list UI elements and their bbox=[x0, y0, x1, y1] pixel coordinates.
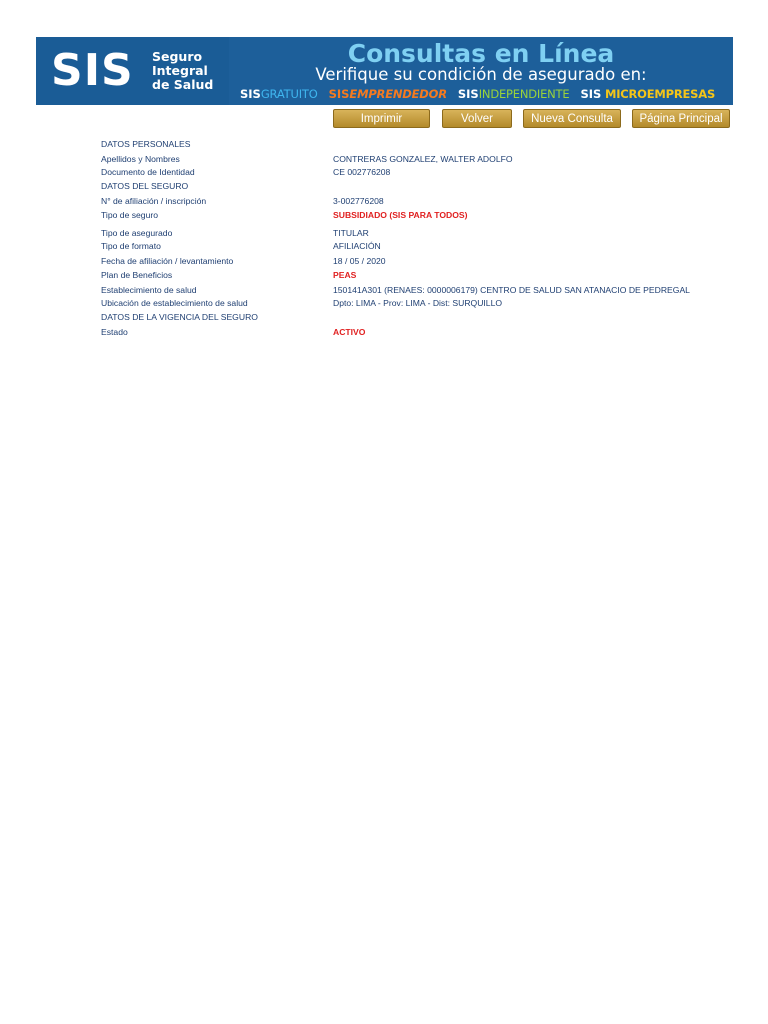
section-heading: DATOS DEL SEGURO bbox=[101, 181, 189, 191]
field-label: Documento de Identidad bbox=[101, 167, 195, 177]
logo-words bbox=[152, 50, 213, 92]
section-heading: DATOS DE LA VIGENCIA DEL SEGURO bbox=[101, 312, 258, 322]
new-query-button[interactable]: Nueva Consulta bbox=[523, 109, 621, 128]
back-button[interactable]: Volver bbox=[442, 109, 512, 128]
program-prefix: SIS bbox=[328, 87, 350, 101]
program-name: EMPRENDEDOR bbox=[349, 87, 447, 101]
row-facility-location bbox=[0, 297, 768, 309]
section-validity-data bbox=[0, 311, 768, 323]
program-emprendedor bbox=[329, 86, 447, 102]
section-personal-data bbox=[0, 138, 768, 150]
logo-text: SIS bbox=[51, 45, 134, 96]
banner-title: Consultas en Línea bbox=[347, 39, 615, 68]
field-label: Fecha de afiliación / levantamiento bbox=[101, 256, 234, 266]
program-independiente bbox=[458, 86, 570, 102]
field-value: Dpto: LIMA - Prov: LIMA - Dist: SURQUILLO bbox=[333, 298, 503, 308]
program-gratuito bbox=[240, 86, 318, 102]
field-value: 18 / 05 / 2020 bbox=[333, 256, 386, 266]
field-value: CE 002776208 bbox=[333, 167, 391, 177]
field-label: Tipo de formato bbox=[101, 241, 161, 251]
print-button[interactable]: Imprimir bbox=[333, 109, 430, 128]
field-value: AFILIACIÓN bbox=[333, 241, 381, 251]
field-label: Apellidos y Nombres bbox=[101, 154, 180, 164]
program-name: INDEPENDIENTE bbox=[478, 87, 570, 101]
row-insured-type bbox=[0, 227, 768, 239]
field-value: SUBSIDIADO (SIS PARA TODOS) bbox=[333, 210, 468, 220]
row-status bbox=[0, 326, 768, 338]
header-banner bbox=[36, 37, 733, 105]
program-name: GRATUITO bbox=[260, 87, 318, 101]
program-prefix: SIS bbox=[580, 87, 602, 101]
field-label: Tipo de seguro bbox=[101, 210, 159, 220]
section-heading: DATOS PERSONALES bbox=[101, 139, 191, 149]
program-prefix: SIS bbox=[457, 87, 479, 101]
banner-subtitle: Verifique su condición de asegurado en: bbox=[315, 65, 647, 84]
row-format-type bbox=[0, 240, 768, 252]
status-value: ACTIVO bbox=[333, 327, 366, 337]
field-value: PEAS bbox=[333, 270, 357, 280]
program-prefix: SIS bbox=[240, 87, 261, 101]
field-label: N° de afiliación / inscripción bbox=[101, 196, 207, 206]
field-value: CONTRERAS GONZALEZ, WALTER ADOLFO bbox=[333, 154, 513, 164]
row-full-name bbox=[0, 153, 768, 165]
logo-word: de Salud bbox=[152, 77, 214, 92]
field-label: Establecimiento de salud bbox=[101, 285, 197, 295]
home-page-button[interactable]: Página Principal bbox=[632, 109, 730, 128]
row-affiliation-date bbox=[0, 255, 768, 267]
program-list bbox=[240, 86, 715, 102]
logo-word: Integral bbox=[152, 63, 208, 78]
row-identity-document bbox=[0, 166, 768, 178]
field-label: Ubicación de establecimiento de salud bbox=[101, 298, 248, 308]
sis-logo bbox=[36, 37, 229, 105]
field-label: Plan de Beneficios bbox=[101, 270, 173, 280]
program-name: MICROEMPRESAS bbox=[604, 87, 716, 101]
field-label: Estado bbox=[101, 327, 128, 337]
section-insurance-data bbox=[0, 180, 768, 192]
program-microempresas bbox=[580, 86, 715, 102]
field-value: TITULAR bbox=[333, 228, 369, 238]
field-value: 3-002776208 bbox=[333, 196, 384, 206]
field-label: Tipo de asegurado bbox=[101, 228, 173, 238]
row-affiliation-number bbox=[0, 195, 768, 207]
action-bar bbox=[0, 109, 768, 129]
logo-word: Seguro bbox=[152, 49, 203, 64]
row-health-facility bbox=[0, 284, 768, 296]
row-insurance-type bbox=[0, 209, 768, 221]
field-value: 150141A301 (RENAES: 0000006179) CENTRO DE SALUD SAN ATANACIO DE PEDREGAL bbox=[333, 285, 690, 295]
row-benefits-plan bbox=[0, 269, 768, 281]
